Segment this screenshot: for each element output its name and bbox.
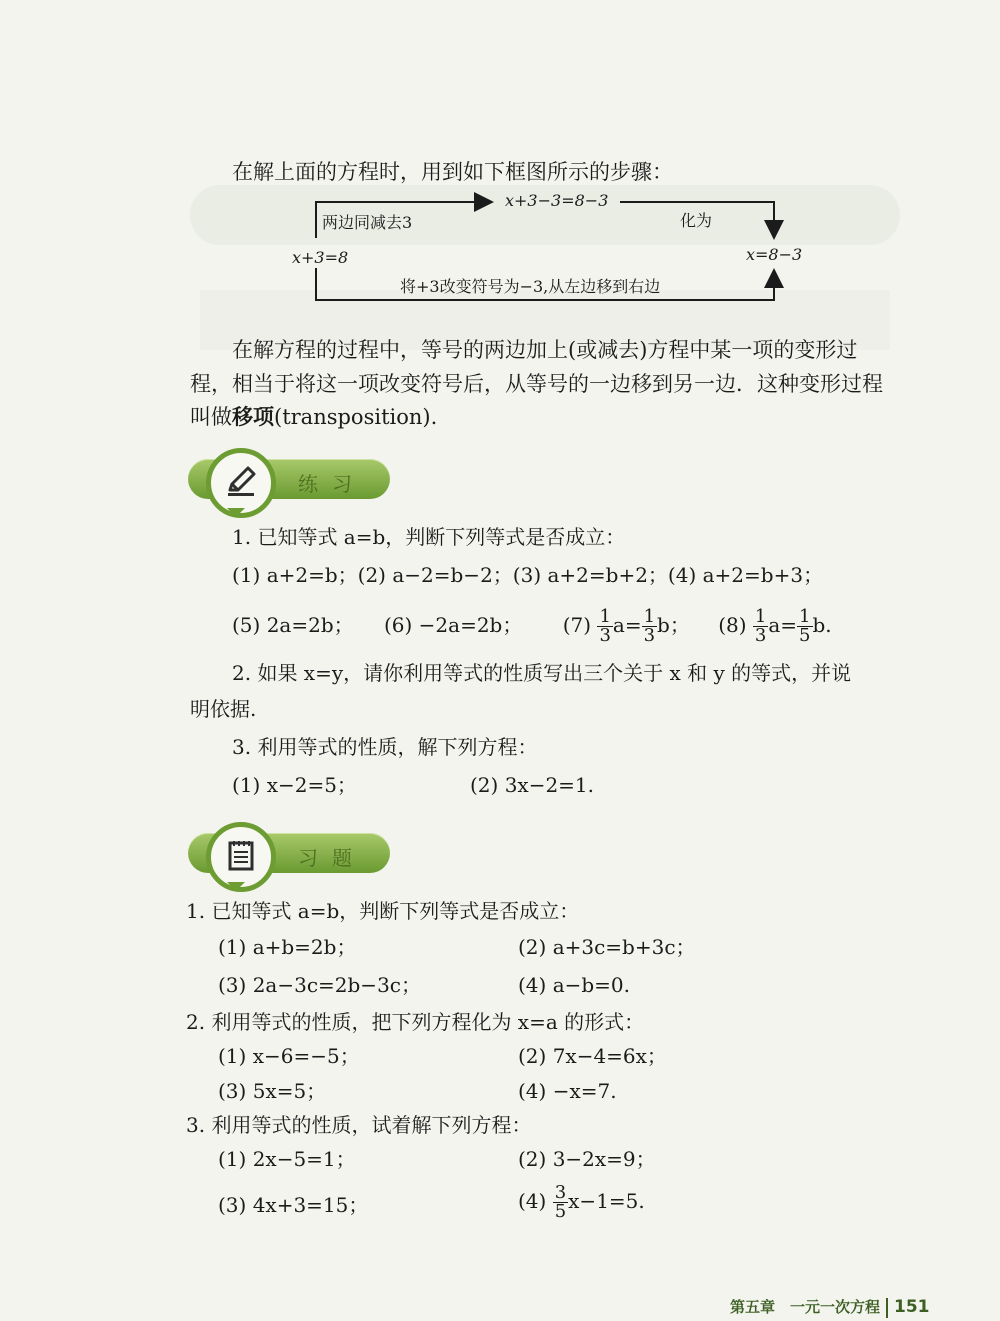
exercise-q3-item: (1) 2x−5=1； bbox=[218, 1147, 356, 1171]
exercises-title: 习题 bbox=[298, 846, 366, 870]
chapter-label: 第五章 一元一次方程 bbox=[730, 1298, 881, 1316]
diagram-start-equation: x+3=8 bbox=[292, 248, 349, 267]
diagram-right-note: 化为 bbox=[680, 211, 713, 230]
practice-q3-item2: (2) 3x−2=1. bbox=[470, 773, 595, 797]
exercises-notch bbox=[227, 882, 245, 891]
paragraph-line: 程，相当于将这一项改变符号后，从等号的一边移到另一边．这种变形过程 bbox=[190, 372, 883, 396]
diagram-left-note: 两边同减去3 bbox=[322, 213, 413, 232]
practice-q1-row1: (1) a+2=b；(2) a−2=b−2；(3) a+2=b+2；(4) a+2=b+3； bbox=[232, 563, 824, 587]
footer-divider bbox=[886, 1298, 888, 1318]
practice-q3-item1: (1) x−2=5； bbox=[232, 773, 357, 797]
diagram-top-equation: x+3−3=8−3 bbox=[505, 191, 609, 210]
fraction: $\frac{1}{3}$ bbox=[643, 606, 656, 646]
fraction: $\frac{1}{3}$ bbox=[754, 606, 767, 646]
practice-q2-cont: 明依据. bbox=[190, 697, 257, 721]
paragraph-line: 叫做移项(transposition). bbox=[190, 404, 438, 429]
practice-title: 练习 bbox=[298, 472, 366, 496]
intro-text: 在解上面的方程时，用到如下框图所示的步骤： bbox=[232, 160, 673, 184]
practice-notch bbox=[227, 508, 245, 517]
exercise-q1-item: (4) a−b=0. bbox=[518, 973, 631, 997]
pencil-icon bbox=[224, 464, 258, 502]
exercise-q1-item: (2) a+3c=b+3c； bbox=[518, 935, 696, 959]
exercise-q2: 2. 利用等式的性质，把下列方程化为 x=a 的形式： bbox=[186, 1010, 645, 1034]
notepad-icon bbox=[226, 838, 256, 876]
page-number: 151 bbox=[894, 1297, 930, 1317]
exercise-q2-item: (1) x−6=−5； bbox=[218, 1044, 360, 1068]
practice-q2: 2. 如果 x=y，请你利用等式的性质写出三个关于 x 和 y 的等式，并说 bbox=[232, 661, 852, 685]
flow-diagram bbox=[280, 190, 810, 310]
exercise-q1-item: (3) 2a−3c=2b−3c； bbox=[218, 973, 421, 997]
exercise-q2-item: (3) 5x=5； bbox=[218, 1079, 327, 1103]
exercise-q1-item: (1) a+b=2b； bbox=[218, 935, 357, 959]
paragraph-line: 在解方程的过程中，等号的两边加上(或减去)方程中某一项的变形过 bbox=[232, 338, 858, 362]
practice-q1: 1. 已知等式 a=b，判断下列等式是否成立： bbox=[232, 525, 626, 549]
exercise-q3: 3. 利用等式的性质，试着解下列方程： bbox=[186, 1113, 532, 1137]
fraction: $\frac{3}{5}$ bbox=[554, 1182, 567, 1222]
practice-q3: 3. 利用等式的性质，解下列方程： bbox=[232, 735, 538, 759]
key-term: 移项 bbox=[232, 404, 274, 429]
exercise-q2-item: (2) 7x−4=6x； bbox=[518, 1044, 667, 1068]
fraction: $\frac{1}{3}$ bbox=[599, 606, 611, 646]
page-footer bbox=[730, 1296, 930, 1318]
practice-q1-row2: (5) 2a=2b； (6) −2a=2b； (7) $\frac{1}{3}$ a= $\frac{1}{3}$ b； (8) $\frac{1}{3}$ a= $\frac{1}{5}$ b. bbox=[232, 606, 832, 646]
exercise-q1: 1. 已知等式 a=b，判断下列等式是否成立： bbox=[186, 899, 580, 923]
exercise-q3-item: (3) 4x+3=15； bbox=[218, 1193, 369, 1217]
diagram-bottom-note: 将+3改变符号为−3,从左边移到右边 bbox=[400, 277, 661, 296]
diagram-end-equation: x=8−3 bbox=[746, 245, 803, 264]
exercise-q2-item: (4) −x=7. bbox=[518, 1079, 617, 1103]
exercise-q3-item: (4) $\frac{3}{5}$ x−1=5. bbox=[518, 1182, 645, 1222]
fraction: $\frac{1}{5}$ bbox=[799, 606, 811, 646]
exercise-q3-item: (2) 3−2x=9； bbox=[518, 1147, 656, 1171]
